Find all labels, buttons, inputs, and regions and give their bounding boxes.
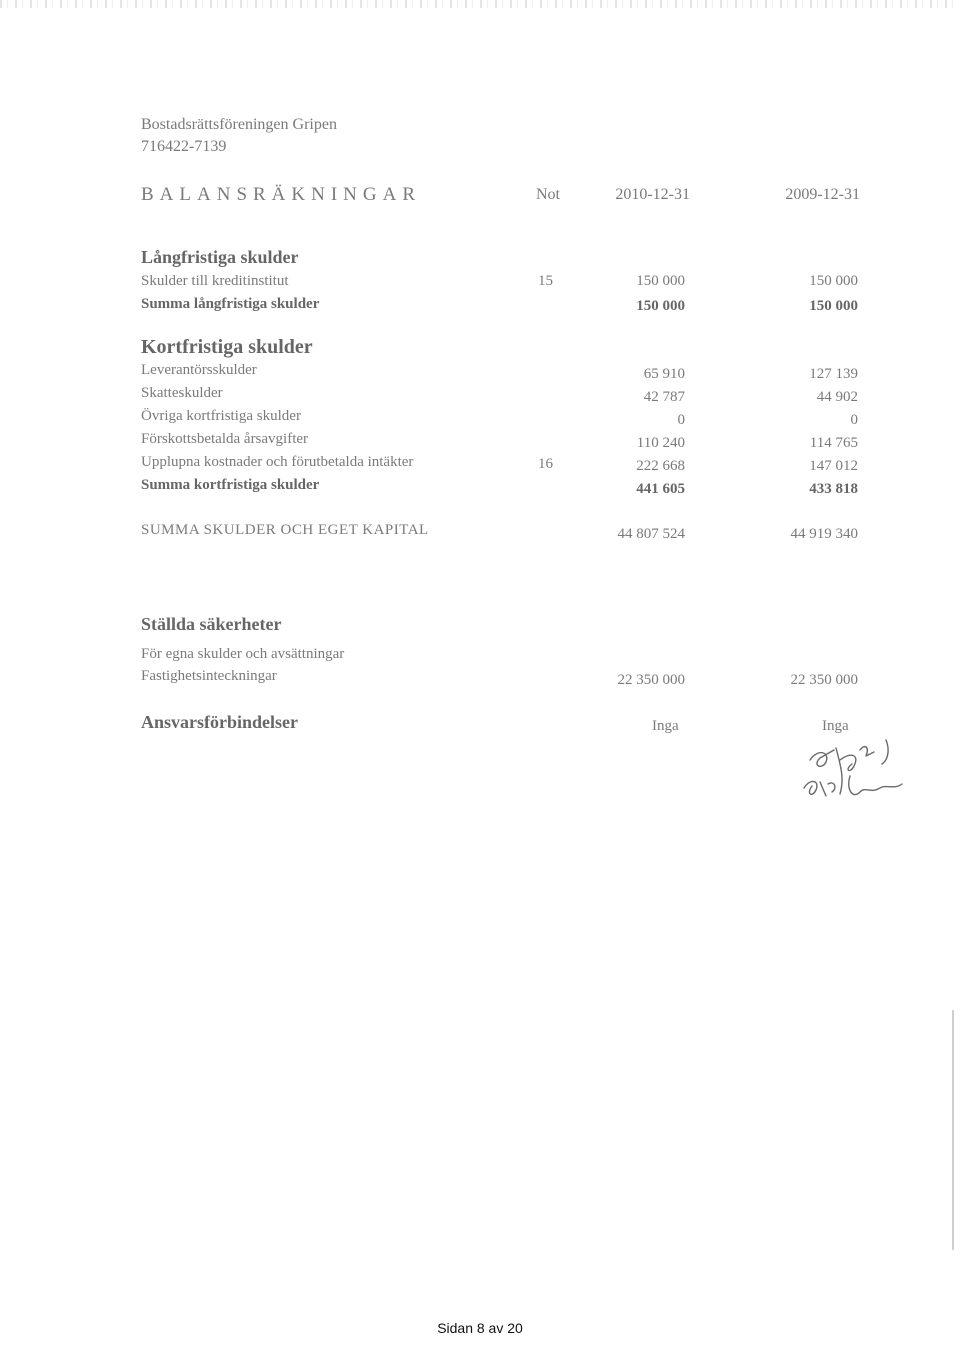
signature-stroke (820, 782, 835, 796)
signature-stroke (810, 750, 834, 766)
row-label: Skulder till kreditinstitut (141, 273, 289, 289)
row-value-year1: 110 240 (636, 435, 685, 451)
total-value-year2: 150 000 (809, 298, 858, 314)
page-number: Sidan 8 av 20 (437, 1320, 523, 1336)
col-header-year1: 2010-12-31 (615, 186, 690, 203)
col-header-year2: 2009-12-31 (785, 186, 860, 203)
row-value-year2: 22 350 000 (790, 672, 858, 688)
row-label: Upplupna kostnader och förutbetalda intäkter (141, 454, 414, 470)
section-heading-long-term: Långfristiga skulder (141, 247, 299, 267)
total-value-year1: 150 000 (636, 298, 685, 314)
signature-scribble (790, 730, 920, 810)
contingent-value-year2: Inga (822, 718, 849, 734)
pledged-subheading: För egna skulder och avsättningar (141, 646, 345, 662)
section-heading-pledged: Ställda säkerheter (141, 614, 282, 634)
scan-noise (0, 0, 960, 8)
signature-stroke (804, 781, 817, 794)
row-value-year1: 42 787 (643, 389, 685, 405)
row-note: 16 (538, 456, 553, 472)
section-heading-short-term: Kortfristiga skulder (141, 336, 313, 358)
row-value-year1: 22 350 000 (617, 672, 685, 688)
contingent-value-year1: Inga (652, 718, 679, 734)
row-value-year2: 0 (850, 412, 858, 428)
page-title: BALANSRÄKNINGAR (141, 184, 422, 205)
total-label: Summa långfristiga skulder (141, 296, 320, 312)
row-label: Fastighetsinteckningar (141, 668, 277, 684)
signature-stroke (882, 740, 888, 764)
row-value-year1: 150 000 (636, 273, 685, 289)
row-note: 15 (538, 273, 553, 289)
grand-total-year1: 44 807 524 (617, 526, 685, 542)
total-label: Summa kortfristiga skulder (141, 477, 320, 493)
col-header-note: Not (536, 186, 560, 203)
signature-stroke (836, 748, 842, 794)
total-value-year2: 433 818 (809, 481, 858, 497)
row-value-year2: 147 012 (809, 458, 858, 474)
row-value-year1: 0 (677, 412, 685, 428)
signature-stroke (840, 755, 856, 770)
row-label: Förskottsbetalda årsavgifter (141, 431, 309, 447)
grand-total-label: SUMMA SKULDER OCH EGET KAPITAL (141, 522, 429, 538)
grand-total-year2: 44 919 340 (790, 526, 858, 542)
row-value-year2: 150 000 (809, 273, 858, 289)
org-name: Bostadsrättsföreningen Gripen (141, 116, 337, 133)
signature-stroke (849, 776, 902, 795)
scan-edge (952, 1010, 954, 1250)
row-value-year2: 44 902 (816, 389, 858, 405)
row-label: Övriga kortfristiga skulder (141, 408, 301, 424)
row-value-year1: 222 668 (636, 458, 685, 474)
signature-stroke (860, 747, 874, 756)
total-value-year1: 441 605 (636, 481, 685, 497)
row-value-year2: 114 765 (809, 435, 858, 451)
row-label: Skatteskulder (141, 385, 223, 401)
section-heading-contingent: Ansvarsförbindelser (141, 712, 298, 732)
row-value-year2: 127 139 (809, 366, 858, 382)
row-label: Leverantörsskulder (141, 362, 257, 378)
org-number: 716422-7139 (141, 138, 227, 155)
row-value-year1: 65 910 (643, 366, 685, 382)
